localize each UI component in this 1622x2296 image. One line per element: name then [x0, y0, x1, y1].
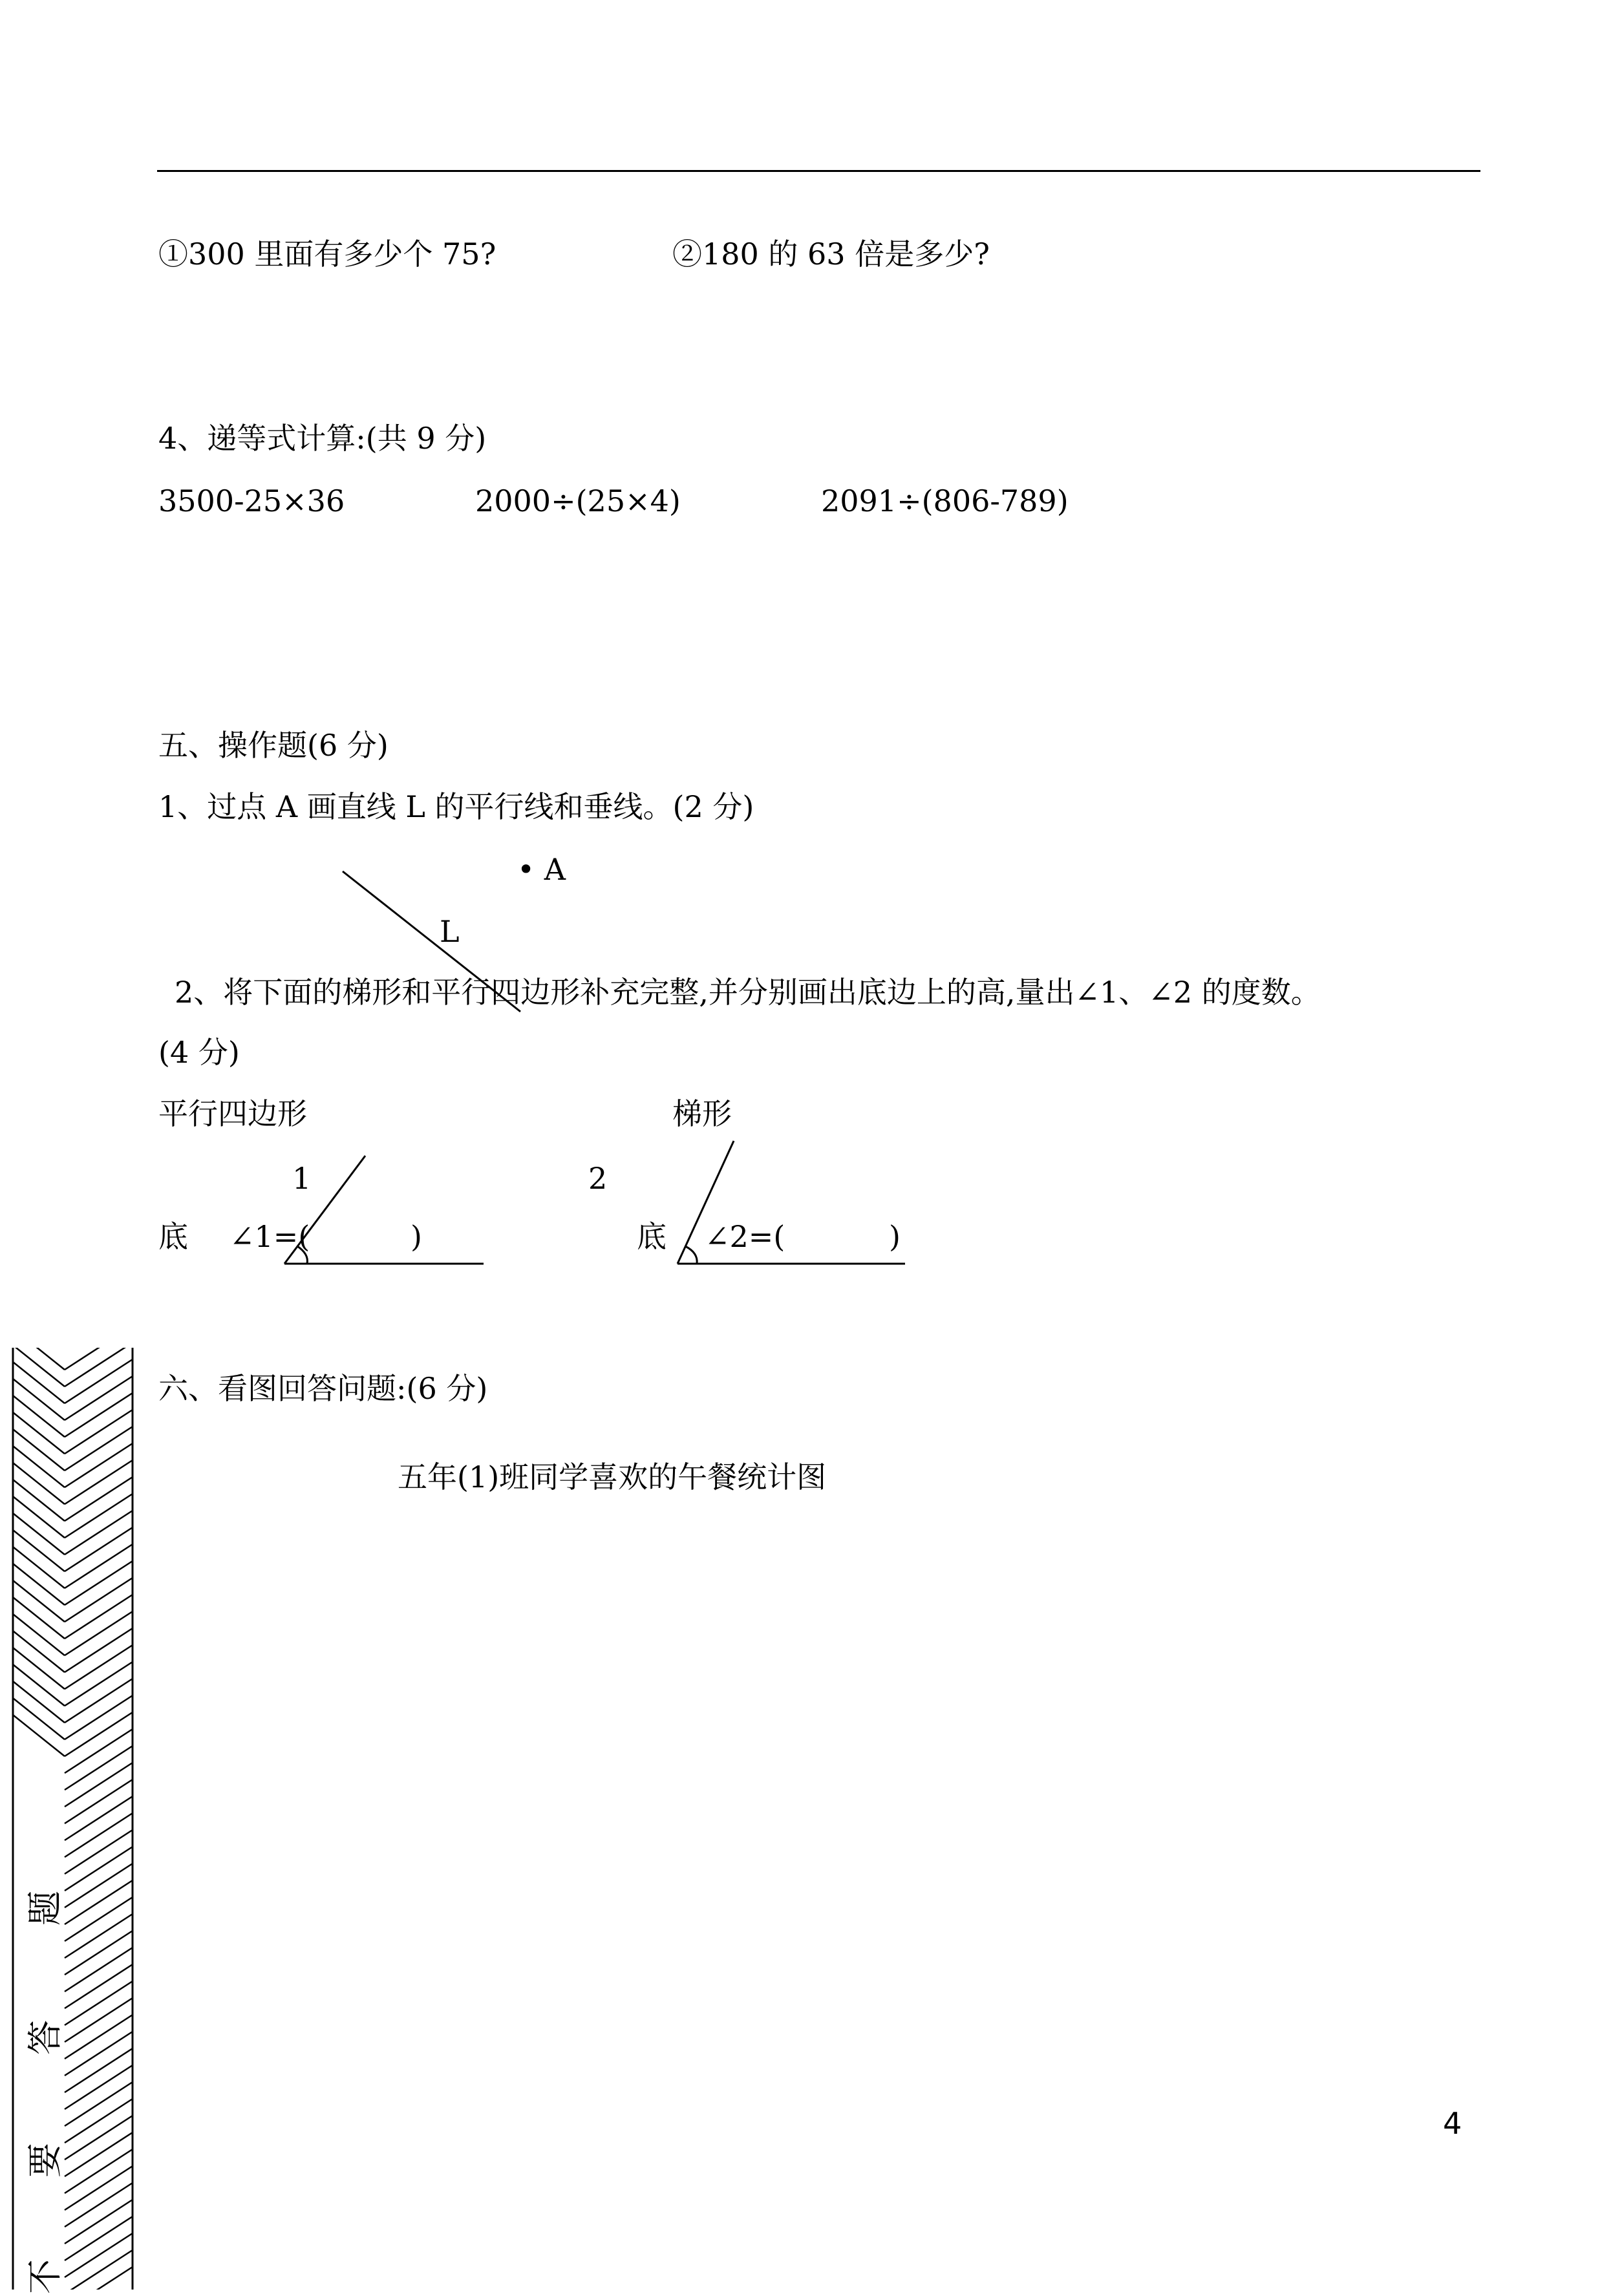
base-label-1: 底: [158, 1219, 188, 1254]
line-l: [343, 871, 520, 1012]
section-5-title: 五、操作题(6 分): [158, 728, 389, 763]
section-5-question-1: 1、过点 A 画直线 L 的平行线和垂线。(2 分): [158, 789, 754, 824]
angle-1-number: 1: [292, 1161, 312, 1196]
angle-2-arc: [685, 1246, 697, 1264]
base-label-2: 底: [637, 1219, 667, 1254]
angle-2-blank: ∠2=(: [705, 1219, 785, 1254]
section-5-question-2: 2、将下面的梯形和平行四边形补充完整,并分别画出底边上的高,量出∠1、∠2 的度数。: [175, 975, 1321, 1010]
question-4-title: 4、递等式计算:(共 9 分): [158, 421, 487, 456]
trapezoid-label: 梯形: [672, 1096, 732, 1131]
line-l-label: L: [440, 914, 460, 949]
page-number: 4: [1443, 2106, 1462, 2141]
question-3-part-1: ①300 里面有多少个 75?: [158, 237, 496, 271]
section-6-title: 六、看图回答问题:(6 分): [158, 1371, 488, 1406]
expression-3: 2091÷(806-789): [821, 484, 1069, 518]
binding-chevrons: [0, 1348, 139, 2290]
expression-2: 2000÷(25×4): [475, 484, 681, 518]
angle-1-blank: ∠1=(: [229, 1219, 310, 1254]
margin-char-2: 答: [25, 2020, 65, 2055]
angle-2-close: ): [889, 1219, 901, 1254]
margin-char-3: 要: [25, 2143, 65, 2178]
angle-1-side: [284, 1156, 365, 1264]
angle-1-close: ): [411, 1219, 422, 1254]
question-3-part-2: ②180 的 63 倍是多少?: [672, 237, 990, 271]
question-2-score: (4 分): [158, 1035, 240, 1070]
expression-1: 3500-25×36: [158, 484, 345, 518]
margin-char-1: 题: [25, 1891, 65, 1926]
angle-2-side: [678, 1141, 734, 1264]
point-a-label: • A: [517, 852, 566, 887]
binding-margin: [0, 1348, 139, 2294]
angle-2-number: 2: [588, 1161, 608, 1196]
parallelogram-label: 平行四边形: [158, 1096, 307, 1131]
angle-1-arc: [297, 1246, 307, 1264]
chart-title: 五年(1)班同学喜欢的午餐统计图: [398, 1460, 827, 1494]
margin-char-4: 不: [25, 2259, 65, 2294]
